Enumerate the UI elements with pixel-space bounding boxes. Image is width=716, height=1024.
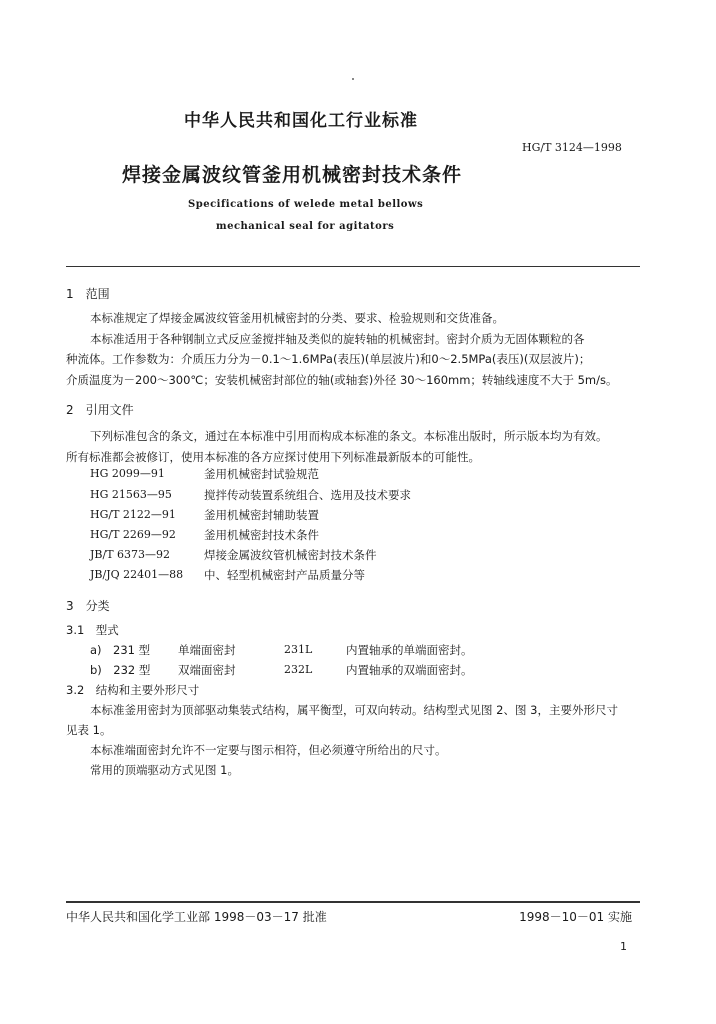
type-name: 双端面密封	[178, 663, 236, 677]
reference-title: 釜用机械密封试验规范	[204, 467, 319, 481]
reference-title: 釜用机械密封辅助装置	[204, 508, 319, 522]
section-1-paragraph-2-line-1: 本标准适用于各种钢制立式反应釜搅拌轴及类似的旋转轴的机械密封。密封介质为无固体颗粒的各	[90, 332, 585, 346]
reference-code: HG 21563—95	[90, 488, 172, 501]
reference-title: 釜用机械密封技术条件	[204, 528, 319, 542]
page-number: 1	[620, 940, 627, 953]
reference-title: 中、轻型机械密封产品质量分等	[204, 568, 365, 582]
footer-rule	[66, 901, 640, 903]
section-1-paragraph-2-line-2: 种流体。工作参数为：介质压力分为－0.1～1.6MPa(表压)(单层波片)和0～2.5MPa(表压)(双层波片)；	[66, 352, 591, 366]
section-2-paragraph-line-2: 所有标准都会被修订，使用本标准的各方应探讨使用下列标准最新版本的可能性。	[66, 450, 480, 464]
english-title-line-1: Specifications of welede metal bellows	[188, 199, 424, 210]
type-description: 内置轴承的单端面密封。	[346, 643, 473, 657]
section-1-paragraph-1: 本标准规定了焊接金属波纹管釜用机械密封的分类、要求、检验规则和交货准备。	[90, 311, 504, 325]
section-3-2-paragraph-2: 本标准端面密封允许不一定要与图示相符，但必须遵守所给出的尺寸。	[90, 743, 447, 757]
subsection-3-2-heading: 3.2 结构和主要外形尺寸	[66, 683, 200, 697]
section-3-heading: 3 分类	[66, 599, 110, 613]
section-2-paragraph-line-1: 下列标准包含的条文，通过在本标准中引用而构成本标准的条文。本标准出版时，所示版本均为有效。	[90, 429, 608, 443]
type-name: 单端面密封	[178, 643, 236, 657]
issuing-organization: 中华人民共和国化工行业标准	[184, 111, 418, 131]
section-3-2-paragraph-1-line-1: 本标准釜用密封为顶部驱动集装式结构，属平衡型，可双向转动。结构型式见图 2、图 3，主要外形尺寸	[90, 703, 618, 717]
reference-title: 焊接金属波纹管机械密封技术条件	[204, 548, 377, 562]
scan-speck	[352, 78, 354, 80]
section-3-2-paragraph-3: 常用的顶端驱动方式见图 1。	[90, 763, 239, 777]
type-label: a) 231 型	[90, 643, 151, 657]
reference-code: HG/T 2269—92	[90, 528, 176, 541]
section-2-heading: 2 引用文件	[66, 403, 134, 417]
section-1-heading: 1 范围	[66, 287, 110, 301]
subsection-3-1-heading: 3.1 型式	[66, 623, 119, 637]
reference-code: JB/T 6373—92	[90, 548, 171, 561]
reference-code: HG/T 2122—91	[90, 508, 176, 521]
section-1-paragraph-2-line-3: 介质温度为－200～300℃；安装机械密封部位的轴(或轴套)外径 30～160mm；转轴线速度不大于 5m/s。	[66, 373, 618, 387]
standard-number: HG/T 3124—1998	[522, 141, 622, 154]
english-title-line-2: mechanical seal for agitators	[216, 221, 395, 232]
type-label: b) 232 型	[90, 663, 151, 677]
type-description: 内置轴承的双端面密封。	[346, 663, 473, 677]
approval-note: 中华人民共和国化学工业部 1998－03－17 批准	[66, 910, 327, 924]
implementation-date: 1998－10－01 实施	[519, 910, 632, 924]
type-code: 232L	[284, 663, 313, 676]
reference-title: 搅拌传动装置系统组合、选用及技术要求	[204, 488, 411, 502]
document-title: 焊接金属波纹管釜用机械密封技术条件	[122, 164, 463, 186]
header-rule	[66, 266, 640, 267]
reference-code: HG 2099—91	[90, 467, 165, 480]
reference-code: JB/JQ 22401—88	[90, 568, 184, 581]
section-3-2-paragraph-1-line-2: 见表 1。	[66, 723, 112, 737]
type-code: 231L	[284, 643, 313, 656]
